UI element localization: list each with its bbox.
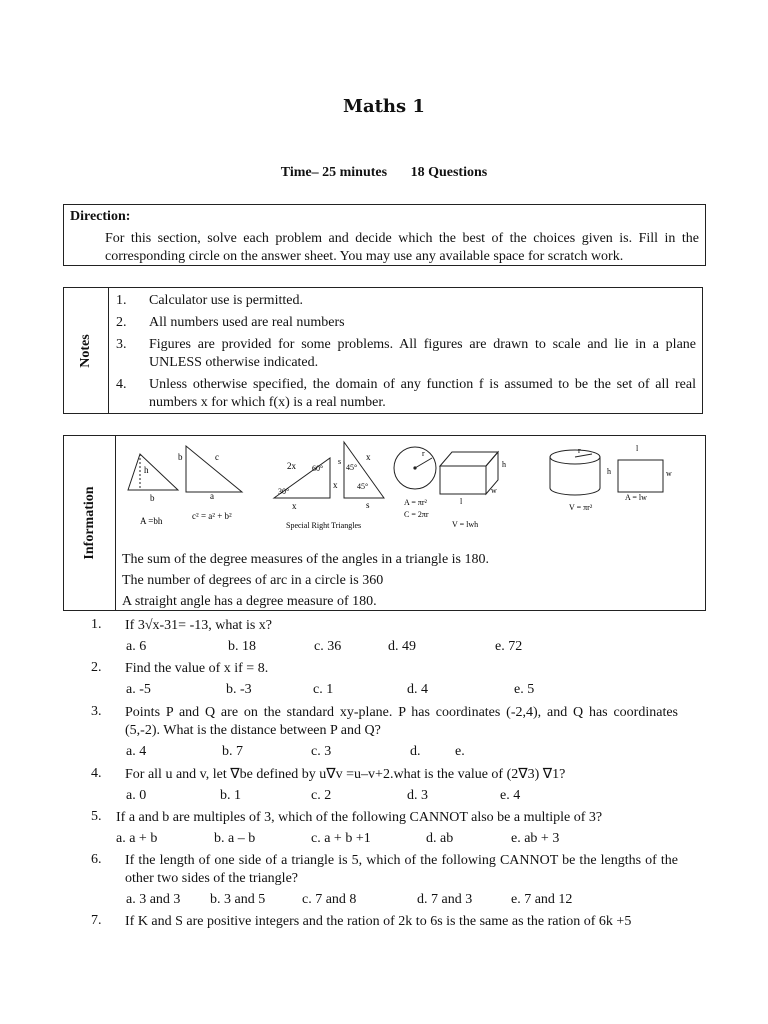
note-text: Figures are provided for some problems. All figures are drawn to scale and lie in a plane UNLESS otherwise indicated. xyxy=(149,337,696,370)
box-width-label: w xyxy=(491,486,497,495)
note-number: 4. xyxy=(116,377,127,392)
circle-center xyxy=(413,466,416,469)
circle-radius-label: r xyxy=(422,449,425,458)
questions-count: 18 Questions xyxy=(410,165,488,180)
question-number: 3. xyxy=(91,704,102,719)
direction-label: Direction: xyxy=(70,209,131,224)
cylinder-volume-formula: V = πr² xyxy=(569,503,593,512)
information-header xyxy=(64,436,116,610)
question-number: 7. xyxy=(91,913,102,928)
special-30-label: 30° xyxy=(278,487,290,496)
question-number: 1. xyxy=(91,617,102,632)
special-x-label: x xyxy=(333,480,338,490)
rectangle-length-label: l xyxy=(636,444,639,453)
right-triangle-a: a xyxy=(210,491,214,501)
question-number: 4. xyxy=(91,766,102,781)
right-triangle-figure xyxy=(186,446,242,492)
information-label: Information xyxy=(81,486,97,560)
special-45b-label: 45° xyxy=(357,482,369,491)
option-c[interactable]: c. 2 xyxy=(311,788,332,803)
option-d[interactable]: d. 49 xyxy=(388,639,416,654)
special-sb-label: s xyxy=(366,500,370,510)
fact-line: The number of degrees of arc in a circle is 360 xyxy=(122,573,384,588)
option-e[interactable]: e. 5 xyxy=(514,682,535,697)
information-box xyxy=(63,435,706,611)
box-volume-formula: V = lwh xyxy=(452,520,479,529)
circle-circumference-formula: C = 2πr xyxy=(404,510,429,519)
special-45a-label: 45° xyxy=(346,463,358,472)
note-text: Unless otherwise specified, the domain of any function f is assumed to be the set of all real numbers x for which f(x) is a real number. xyxy=(149,377,696,410)
cylinder-figure xyxy=(550,450,600,495)
question-text: If 3√x-31= -13, what is x? xyxy=(125,618,272,633)
option-a[interactable]: a. 0 xyxy=(126,788,147,803)
note-number: 3. xyxy=(116,337,127,352)
notes-box xyxy=(63,287,703,414)
option-e[interactable]: e. 72 xyxy=(495,639,523,654)
question-text: If K and S are positive integers and the ration of 2k to 6s is the same as the ration of 6k +5 xyxy=(125,914,632,929)
option-a[interactable]: a. a + b xyxy=(116,831,158,846)
time-label: Time– 25 minutes xyxy=(280,165,388,180)
option-c[interactable]: c. 1 xyxy=(313,682,334,697)
rectangle-area-formula: A = lw xyxy=(625,493,647,502)
option-b[interactable]: b. a – b xyxy=(214,831,256,846)
special-60-label: 60° xyxy=(312,464,324,473)
page-title: Maths 1 xyxy=(343,96,425,117)
circle-area-formula: A = πr² xyxy=(404,498,427,507)
fact-line: The sum of the degree measures of the angles in a triangle is 180. xyxy=(122,552,489,567)
rectangle-figure xyxy=(618,460,663,492)
test-meta xyxy=(0,165,768,181)
notes-header xyxy=(64,288,109,413)
cylinder-height-label: h xyxy=(607,467,611,476)
triangle-area-formula: A =bh xyxy=(140,516,163,526)
option-d[interactable]: d. xyxy=(410,744,421,759)
special-xc-label: x xyxy=(366,452,371,462)
question-number: 2. xyxy=(91,660,102,675)
question-number: 5. xyxy=(91,809,102,824)
box-figure xyxy=(440,452,498,494)
option-a[interactable]: a. 3 and 3 xyxy=(126,892,181,907)
option-b[interactable]: b. -3 xyxy=(226,682,252,697)
question-text: For all u and v, let ∇be defined by u∇v =u–v+2.what is the value of (2∇3) ∇1? xyxy=(125,767,566,782)
special-2x-label: 2x xyxy=(287,461,296,471)
formula-figures xyxy=(116,436,706,546)
information-facts xyxy=(122,549,489,612)
triangle-height-label: h xyxy=(144,465,149,475)
option-d[interactable]: d. 3 xyxy=(407,788,428,803)
direction-box xyxy=(63,204,706,266)
special-xb-label: x xyxy=(292,501,297,511)
fact-line: A straight angle has a degree measure of 180. xyxy=(122,594,377,609)
note-item xyxy=(116,376,696,412)
option-b[interactable]: b. 18 xyxy=(228,639,256,654)
option-b[interactable]: b. 7 xyxy=(222,744,243,759)
notes-label: Notes xyxy=(78,333,93,368)
right-triangle-c: c xyxy=(215,452,219,462)
note-item xyxy=(116,314,696,332)
note-number: 1. xyxy=(116,293,127,308)
question-text: Find the value of x if = 8. xyxy=(125,661,269,676)
note-item xyxy=(116,336,696,372)
right-triangle-b: b xyxy=(178,452,183,462)
direction-text: For this section, solve each problem and decide which the best of the choices given is. Fill in the corresponding circle on the answer sheet. You may use any available space for scratch work. xyxy=(105,231,699,264)
note-number: 2. xyxy=(116,315,127,330)
pythagorean-formula: c² = a² + b² xyxy=(192,511,232,521)
option-e[interactable]: e. 7 and 12 xyxy=(511,892,573,907)
question-number: 6. xyxy=(91,852,102,867)
rectangle-width-label: w xyxy=(666,469,672,478)
question-text: Points P and Q are on the standard xy-plane. P has coordinates (-2,4), and Q has coordinates (5,-2). What is the distance between P and Q? xyxy=(125,705,678,738)
option-d[interactable]: d. ab xyxy=(426,831,454,846)
triangle-base-label: b xyxy=(150,493,155,503)
option-c[interactable]: c. 36 xyxy=(314,639,342,654)
note-text: Calculator use is permitted. xyxy=(149,293,303,308)
option-c[interactable]: c. 7 and 8 xyxy=(302,892,357,907)
option-e[interactable]: e. ab + 3 xyxy=(511,831,560,846)
question-text: If a and b are multiples of 3, which of the following CANNOT also be a multiple of 3? xyxy=(116,810,603,825)
note-text: All numbers used are real numbers xyxy=(149,315,345,330)
option-a[interactable]: a. -5 xyxy=(126,682,151,697)
option-b[interactable]: b. 3 and 5 xyxy=(210,892,266,907)
triangle-figure xyxy=(128,454,178,490)
option-a[interactable]: a. 4 xyxy=(126,744,147,759)
option-d[interactable]: d. 4 xyxy=(407,682,428,697)
special-s-label: s xyxy=(338,457,342,466)
option-a[interactable]: a. 6 xyxy=(126,639,147,654)
note-item xyxy=(116,292,696,310)
option-c[interactable]: c. 3 xyxy=(311,744,332,759)
box-height-label: h xyxy=(502,460,506,469)
option-e[interactable]: e. xyxy=(455,744,465,759)
special-triangles-caption: Special Right Triangles xyxy=(286,521,362,530)
box-length-label: l xyxy=(460,497,463,506)
option-e[interactable]: e. 4 xyxy=(500,788,521,803)
cylinder-radius-label: r xyxy=(578,446,581,455)
option-b[interactable]: b. 1 xyxy=(220,788,241,803)
option-c[interactable]: c. a + b +1 xyxy=(311,831,371,846)
option-d[interactable]: d. 7 and 3 xyxy=(417,892,473,907)
notes-list xyxy=(116,292,696,416)
question-text: If the length of one side of a triangle is 5, which of the following CANNOT be the lengths of the other two sides of the triangle? xyxy=(125,853,678,886)
